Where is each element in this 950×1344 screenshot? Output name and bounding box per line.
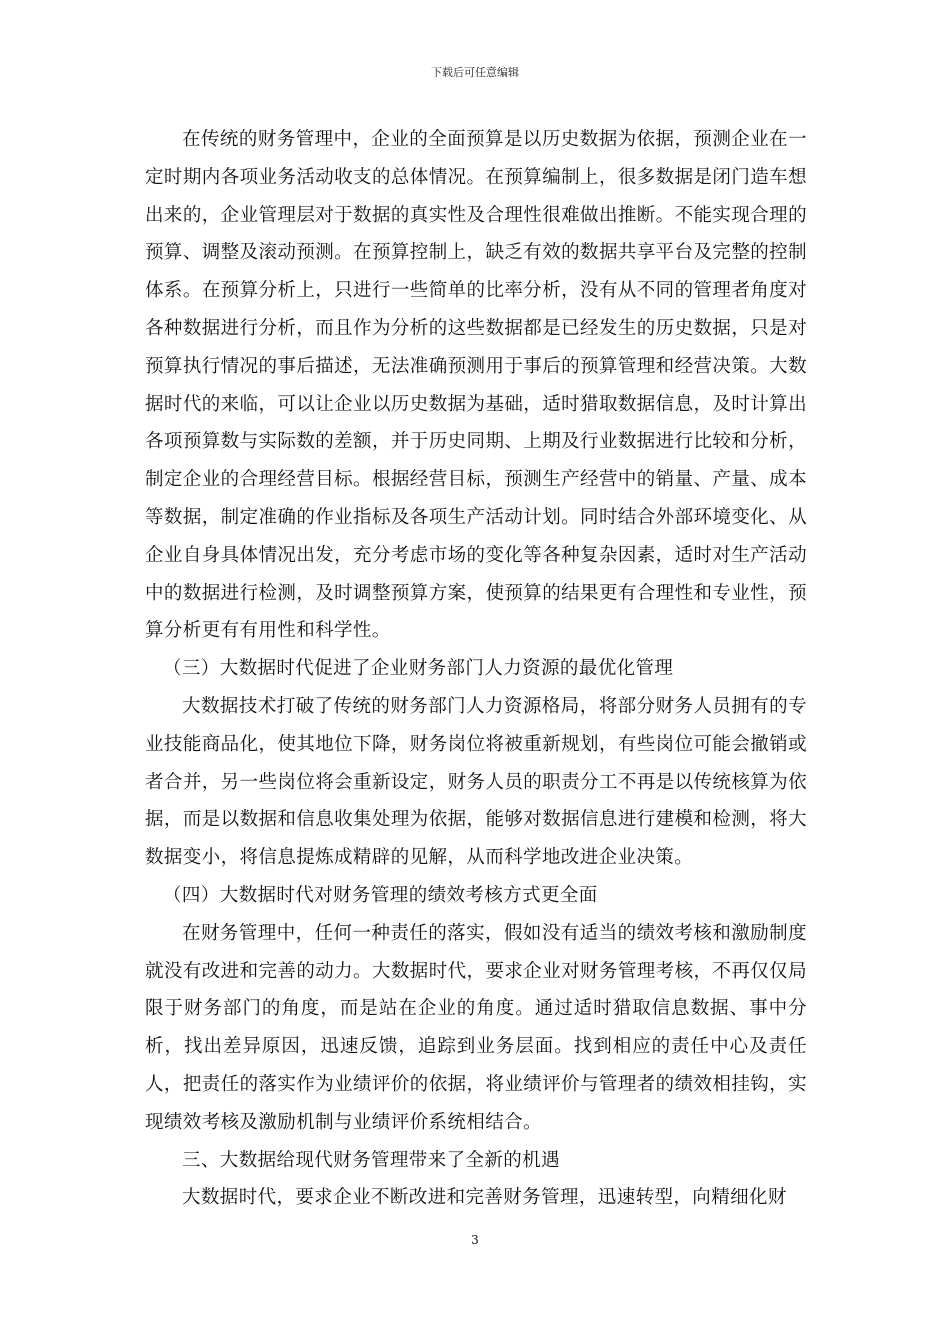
section-heading-new-opportunities: 三、大数据给现代财务管理带来了全新的机遇 [182, 1149, 561, 1171]
page-header: 下载后可任意编辑 [431, 66, 519, 79]
page-number: 3 [471, 1233, 479, 1247]
subheading-human-resources: （三）大数据时代促进了企业财务部门人力资源的最优化管理 [163, 658, 674, 680]
subheading-performance-evaluation: （四）大数据时代对财务管理的绩效考核方式更全面 [163, 884, 598, 906]
document-body [145, 121, 807, 1217]
paragraph-performance-evaluation: 在财务管理中，任何一种责任的落实，假如没有适当的绩效考核和激励制度就没有改进和完善的动力。大数据时代，要求企业对财务管理考核，不再仅仅局限于财务部门的角度，而是站在企业的角度。通过适时猎取信息数据、事中分析，找出差异原因，迅速反馈，追踪到业务层面。找到相应的责任中心及责任人，把责任的落实作为业绩评价的依据，将业绩评价与管理者的绩效相挂钩，实现绩效考核及激励机制与业绩评价系统相结合。 [145, 922, 807, 1133]
paragraph-budget-management: 在传统的财务管理中，企业的全面预算是以历史数据为依据，预测企业在一定时期内各项业务活动收支的总体情况。在预算编制上，很多数据是闭门造车想出来的，企业管理层对于数据的真实性及合理性很难做出推断。不能实现合理的预算、调整及滚动预测。在预算控制上，缺乏有效的数据共享平台及完整的控制体系。在预算分析上，只进行一些简单的比率分析，没有从不同的管理者角度对各种数据进行分析，而且作为分析的这些数据都是已经发生的历史数据，只是对预算执行情况的事后描述，无法准确预测用于事后的预算管理和经营决策。大数据时代的来临，可以让企业以历史数据为基础，适时猎取数据信息，及时计算出各项预算数与实际数的差额，并于历史同期、上期及行业数据进行比较和分析，制定企业的合理经营目标。根据经营目标，预测生产经营中的销量、产量、成本等数据，制定准确的作业指标及各项生产活动计划。同时结合外部环境变化、从企业自身具体情况出发，充分考虑市场的变化等各种复杂因素，适时对生产活动中的数据进行检测，及时调整预算方案，使预算的结果更有合理性和专业性，预算分析更有有用性和科学性。 [145, 129, 807, 642]
paragraph-new-opportunities: 大数据时代，要求企业不断改进和完善财务管理，迅速转型，向精细化财 [182, 1187, 787, 1209]
paragraph-human-resources: 大数据技术打破了传统的财务部门人力资源格局，将部分财务人员拥有的专业技能商品化，使其地位下降，财务岗位将被重新规划，有些岗位可能会撤销或者合并，另一些岗位将会重新设定，财务人员的职责分工不再是以传统核算为依据，而是以数据和信息收集处理为依据，能够对数据信息进行建模和检测，将大数据变小，将信息提炼成精辟的见解，从而科学地改进企业决策。 [145, 695, 807, 869]
